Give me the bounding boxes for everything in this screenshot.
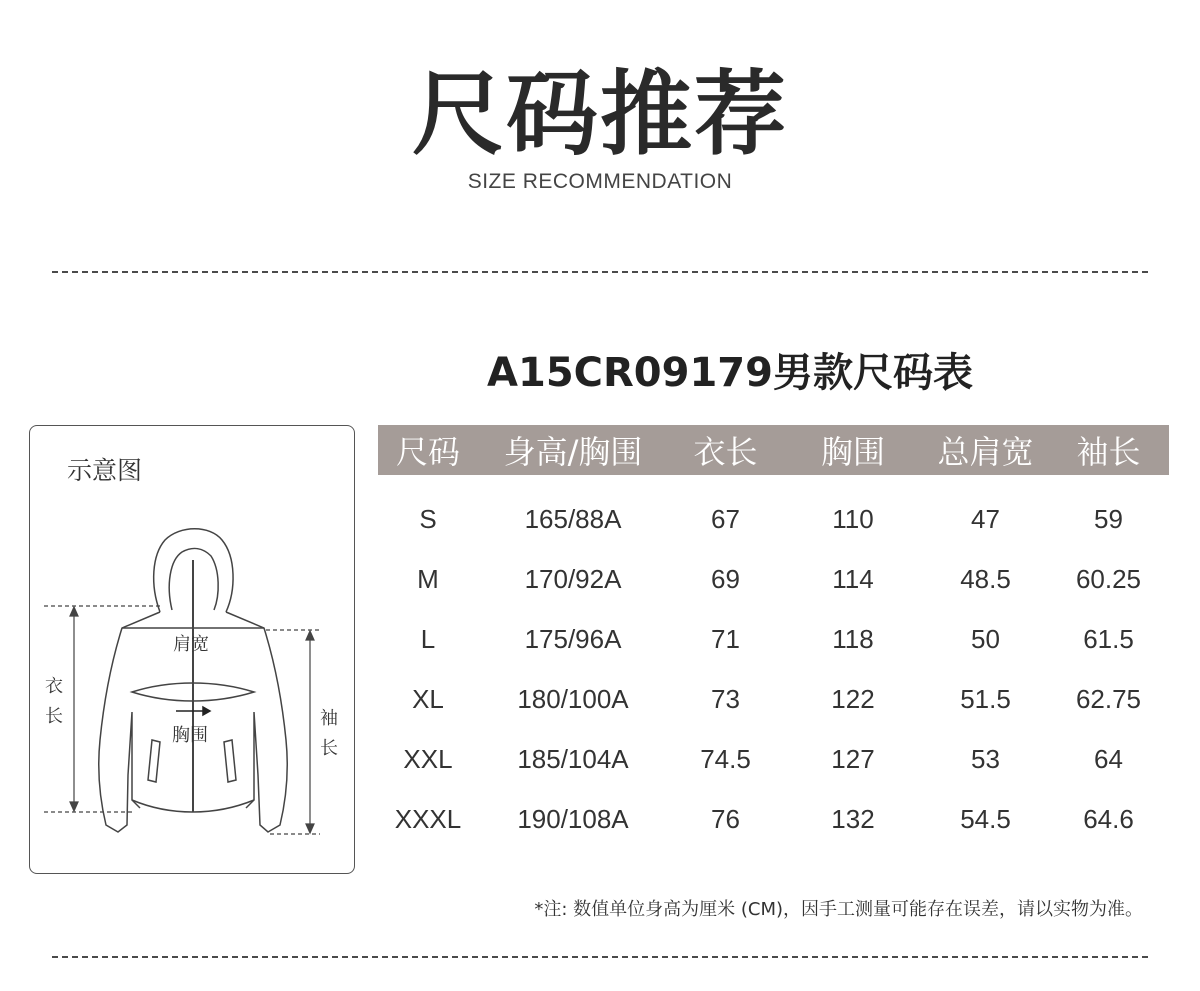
column-header: 衣长 (668, 425, 783, 475)
table-cell: 48.5 (960, 563, 1011, 594)
length-label-2: 长 (45, 706, 63, 727)
table-cell: 59 (1094, 503, 1123, 534)
table-cell: 53 (971, 743, 1000, 774)
table-row (378, 789, 1169, 849)
size-table (378, 425, 1169, 849)
table-cell: 61.5 (1083, 623, 1134, 654)
sleeve-label-1: 袖 (320, 708, 338, 729)
column-header: 身高/胸围 (478, 425, 668, 475)
page-subtitle: SIZE RECOMMENDATION (467, 170, 733, 193)
table-cell: 54.5 (960, 803, 1011, 834)
sleeve-measure-icon (266, 630, 320, 834)
size-table-title: A15CR09179男款尺码表 (487, 350, 973, 396)
length-label-1: 衣 (45, 676, 63, 697)
table-row (378, 549, 1169, 609)
table-cell: 71 (711, 623, 740, 654)
table-cell: 127 (831, 743, 875, 774)
table-cell: L (420, 623, 436, 654)
table-cell: 69 (711, 563, 740, 594)
table-cell: 118 (832, 623, 874, 654)
table-cell: 76 (711, 803, 740, 834)
column-header: 袖长 (1048, 425, 1169, 475)
table-cell: 190/108A (517, 803, 629, 834)
sleeve-label-2: 长 (320, 738, 338, 759)
page-title: 尺码推荐 (411, 61, 788, 168)
table-cell: 67 (711, 503, 740, 534)
table-cell: 122 (831, 683, 875, 714)
diagram-label: 示意图 (67, 456, 143, 485)
right-pocket (224, 740, 236, 782)
table-row (378, 669, 1169, 729)
table-row (378, 729, 1169, 789)
table-row (378, 609, 1169, 669)
left-pocket (148, 740, 160, 782)
jacket-body-right (226, 612, 287, 832)
table-cell: 64.6 (1083, 803, 1134, 834)
table-cell: 62.75 (1075, 683, 1142, 714)
table-cell: 165/88A (524, 503, 622, 534)
table-cell: 64 (1094, 743, 1123, 774)
jacket-diagram (0, 0, 360, 880)
table-cell: XXL (403, 743, 453, 774)
table-cell: 175/96A (524, 623, 622, 654)
table-cell: S (419, 503, 437, 534)
table-cell: XL (412, 683, 444, 714)
table-cell: 47 (971, 503, 1000, 534)
column-header: 胸围 (783, 425, 923, 475)
table-cell: 51.5 (960, 683, 1011, 714)
table-header-row (378, 425, 1169, 475)
table-row (378, 475, 1169, 549)
table-cell: 170/92A (524, 563, 622, 594)
table-cell: 73 (711, 683, 740, 714)
chest-label: 胸围 (172, 725, 208, 746)
table-cell: 50 (971, 623, 1000, 654)
table-cell: 185/104A (517, 743, 629, 774)
table-cell: XXXL (394, 803, 462, 834)
table-cell: 74.5 (700, 743, 751, 774)
table-cell: 110 (832, 503, 874, 534)
table-cell: 132 (831, 803, 875, 834)
table-cell: 60.25 (1075, 563, 1142, 594)
shoulder-label: 肩宽 (173, 634, 209, 655)
jacket-body-left (99, 612, 160, 832)
table-cell: 114 (832, 563, 874, 594)
bottom-divider (52, 956, 1148, 958)
column-header: 总肩宽 (923, 425, 1048, 475)
table-cell: 180/100A (517, 683, 629, 714)
table-cell: M (417, 563, 439, 594)
column-header: 尺码 (378, 425, 478, 475)
measurement-note: *注: 数值单位身高为厘米 (CM)，因手工测量可能存在误差，请以实物为准。 (534, 899, 1143, 920)
